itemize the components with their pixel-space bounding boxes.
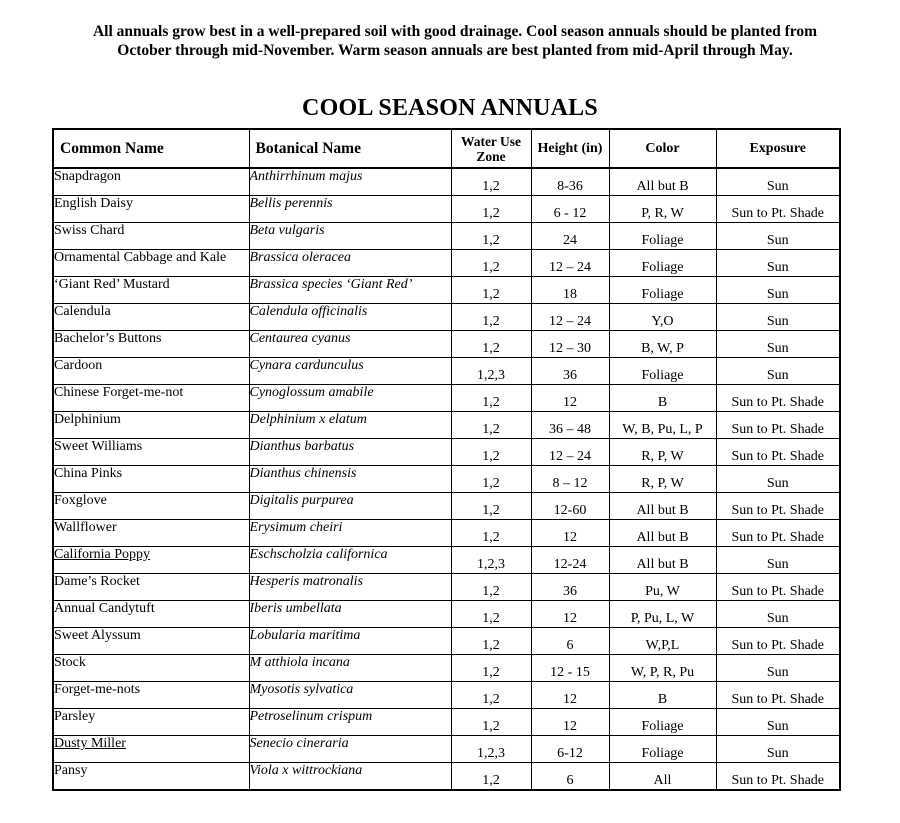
color-cell: Foliage — [609, 277, 716, 304]
header-common-name: Common Name — [53, 129, 249, 168]
height-cell: 8 – 12 — [531, 466, 609, 493]
common-name-cell: Chinese Forget-me-not — [53, 385, 249, 412]
common-name-cell: Stock — [53, 655, 249, 682]
botanical-name-cell: M atthiola incana — [249, 655, 451, 682]
botanical-name-cell: Iberis umbellata — [249, 601, 451, 628]
water-use-zone-cell: 1,2 — [451, 628, 531, 655]
intro-line-1: All annuals grow best in a well-prepared soil with good drainage. Cool season annuals should be planted from — [92, 23, 818, 40]
color-cell: B — [609, 682, 716, 709]
header-exposure: Exposure — [716, 129, 840, 168]
exposure-cell: Sun — [716, 655, 840, 682]
botanical-name-cell: Delphinium x elatum — [249, 412, 451, 439]
height-cell: 6 — [531, 628, 609, 655]
height-cell: 12 – 30 — [531, 331, 609, 358]
exposure-cell: Sun to Pt. Shade — [716, 763, 840, 791]
header-color: Color — [609, 129, 716, 168]
water-use-zone-cell: 1,2 — [451, 709, 531, 736]
common-name-cell: Wallflower — [53, 520, 249, 547]
botanical-name-cell: Cynara cardunculus — [249, 358, 451, 385]
botanical-name-cell: Eschscholzia californica — [249, 547, 451, 574]
water-use-zone-cell: 1,2 — [451, 168, 531, 196]
height-cell: 12 — [531, 520, 609, 547]
exposure-cell: Sun to Pt. Shade — [716, 574, 840, 601]
table-row — [53, 655, 840, 682]
water-use-zone-cell: 1,2 — [451, 331, 531, 358]
exposure-cell: Sun — [716, 358, 840, 385]
water-use-zone-cell: 1,2,3 — [451, 358, 531, 385]
water-use-zone-cell: 1,2 — [451, 574, 531, 601]
common-name-cell: Bachelor’s Buttons — [53, 331, 249, 358]
color-cell: Foliage — [609, 358, 716, 385]
table-row — [53, 709, 840, 736]
header-water-use-line1: Water Use — [460, 133, 522, 149]
common-name-cell: California Poppy — [53, 547, 249, 574]
height-cell: 8-36 — [531, 168, 609, 196]
page-title: COOL SEASON ANNUALS — [302, 95, 598, 121]
color-cell: W, B, Pu, L, P — [609, 412, 716, 439]
botanical-name-cell: Lobularia maritima — [249, 628, 451, 655]
color-cell: Foliage — [609, 709, 716, 736]
color-cell: All but B — [609, 168, 716, 196]
color-cell: All but B — [609, 493, 716, 520]
common-name-cell: Parsley — [53, 709, 249, 736]
table-row — [53, 628, 840, 655]
common-name-cell: ‘Giant Red’ Mustard — [53, 277, 249, 304]
table-row — [53, 331, 840, 358]
exposure-cell: Sun — [716, 223, 840, 250]
height-cell: 12 - 15 — [531, 655, 609, 682]
table-row — [53, 466, 840, 493]
table-row — [53, 168, 840, 196]
water-use-zone-cell: 1,2 — [451, 439, 531, 466]
table-row — [53, 277, 840, 304]
botanical-name-cell: Senecio cineraria — [249, 736, 451, 763]
table-row — [53, 196, 840, 223]
color-cell: All but B — [609, 547, 716, 574]
botanical-name-cell: Calendula officinalis — [249, 304, 451, 331]
exposure-cell: Sun to Pt. Shade — [716, 385, 840, 412]
water-use-zone-cell: 1,2 — [451, 466, 531, 493]
table-row — [53, 412, 840, 439]
color-cell: W,P,L — [609, 628, 716, 655]
height-cell: 18 — [531, 277, 609, 304]
table-row — [53, 250, 840, 277]
common-name-cell: Calendula — [53, 304, 249, 331]
common-name-cell: Foxglove — [53, 493, 249, 520]
botanical-name-cell: Digitalis purpurea — [249, 493, 451, 520]
common-name-cell: Sweet Alyssum — [53, 628, 249, 655]
height-cell: 12 – 24 — [531, 250, 609, 277]
table-row — [53, 736, 840, 763]
water-use-zone-cell: 1,2 — [451, 682, 531, 709]
botanical-name-cell: Erysimum cheiri — [249, 520, 451, 547]
height-cell: 12-60 — [531, 493, 609, 520]
common-name-cell: Dame’s Rocket — [53, 574, 249, 601]
botanical-name-cell: Beta vulgaris — [249, 223, 451, 250]
water-use-zone-cell: 1,2 — [451, 655, 531, 682]
color-cell: All — [609, 763, 716, 791]
height-cell: 12 — [531, 385, 609, 412]
header-water-use-zone — [451, 129, 531, 168]
water-use-zone-cell: 1,2 — [451, 763, 531, 791]
table-row — [53, 520, 840, 547]
height-cell: 36 — [531, 574, 609, 601]
color-cell: Y,O — [609, 304, 716, 331]
water-use-zone-cell: 1,2 — [451, 196, 531, 223]
botanical-name-cell: Brassica species ‘Giant Red’ — [249, 277, 451, 304]
height-cell: 6 - 12 — [531, 196, 609, 223]
common-name-cell: Pansy — [53, 763, 249, 791]
table-row — [53, 358, 840, 385]
exposure-cell: Sun — [716, 331, 840, 358]
color-cell: Foliage — [609, 250, 716, 277]
botanical-name-cell: Brassica oleracea — [249, 250, 451, 277]
exposure-cell: Sun to Pt. Shade — [716, 520, 840, 547]
botanical-name-cell: Centaurea cyanus — [249, 331, 451, 358]
table-row — [53, 601, 840, 628]
exposure-cell: Sun — [716, 168, 840, 196]
water-use-zone-cell: 1,2 — [451, 412, 531, 439]
exposure-cell: Sun — [716, 277, 840, 304]
exposure-cell: Sun — [716, 304, 840, 331]
height-cell: 12 — [531, 682, 609, 709]
exposure-cell: Sun to Pt. Shade — [716, 493, 840, 520]
exposure-cell: Sun — [716, 547, 840, 574]
exposure-cell: Sun to Pt. Shade — [716, 412, 840, 439]
botanical-name-cell: Dianthus barbatus — [249, 439, 451, 466]
water-use-zone-cell: 1,2 — [451, 601, 531, 628]
height-cell: 12-24 — [531, 547, 609, 574]
common-name-cell: Snapdragon — [53, 168, 249, 196]
botanical-name-cell: Anthirrhinum majus — [249, 168, 451, 196]
botanical-name-cell: Cynoglossum amabile — [249, 385, 451, 412]
botanical-name-cell: Myosotis sylvatica — [249, 682, 451, 709]
table-row — [53, 682, 840, 709]
cool-season-annuals-table — [52, 128, 841, 791]
exposure-cell: Sun to Pt. Shade — [716, 628, 840, 655]
common-name-cell: China Pinks — [53, 466, 249, 493]
water-use-zone-cell: 1,2 — [451, 277, 531, 304]
exposure-cell: Sun — [716, 250, 840, 277]
color-cell: Pu, W — [609, 574, 716, 601]
height-cell: 12 — [531, 709, 609, 736]
common-name-cell: Annual Candytuft — [53, 601, 249, 628]
table-header-row — [53, 129, 840, 168]
header-botanical-name: Botanical Name — [249, 129, 451, 168]
exposure-cell: Sun — [716, 709, 840, 736]
color-cell: Foliage — [609, 223, 716, 250]
common-name-cell: Delphinium — [53, 412, 249, 439]
table-row — [53, 547, 840, 574]
table-row — [53, 385, 840, 412]
table-row — [53, 493, 840, 520]
common-name-cell: Swiss Chard — [53, 223, 249, 250]
color-cell: B, W, P — [609, 331, 716, 358]
common-name-cell: English Daisy — [53, 196, 249, 223]
color-cell: Foliage — [609, 736, 716, 763]
botanical-name-cell: Bellis perennis — [249, 196, 451, 223]
water-use-zone-cell: 1,2 — [451, 385, 531, 412]
water-use-zone-cell: 1,2 — [451, 520, 531, 547]
color-cell: B — [609, 385, 716, 412]
common-name-cell: Forget-me-nots — [53, 682, 249, 709]
intro-paragraph — [40, 22, 870, 60]
common-name-cell: Sweet Williams — [53, 439, 249, 466]
water-use-zone-cell: 1,2 — [451, 223, 531, 250]
height-cell: 24 — [531, 223, 609, 250]
table-row — [53, 223, 840, 250]
height-cell: 36 — [531, 358, 609, 385]
height-cell: 6-12 — [531, 736, 609, 763]
water-use-zone-cell: 1,2 — [451, 304, 531, 331]
water-use-zone-cell: 1,2,3 — [451, 736, 531, 763]
height-cell: 12 – 24 — [531, 439, 609, 466]
color-cell: R, P, W — [609, 466, 716, 493]
water-use-zone-cell: 1,2 — [451, 250, 531, 277]
water-use-zone-cell: 1,2,3 — [451, 547, 531, 574]
botanical-name-cell: Dianthus chinensis — [249, 466, 451, 493]
botanical-name-cell: Petroselinum crispum — [249, 709, 451, 736]
header-height: Height (in) — [531, 129, 609, 168]
header-water-use-line2: Zone — [476, 148, 506, 164]
color-cell: R, P, W — [609, 439, 716, 466]
table-row — [53, 439, 840, 466]
exposure-cell: Sun — [716, 466, 840, 493]
color-cell: W, P, R, Pu — [609, 655, 716, 682]
botanical-name-cell: Viola x wittrockiana — [249, 763, 451, 791]
common-name-cell: Dusty Miller — [53, 736, 249, 763]
water-use-zone-cell: 1,2 — [451, 493, 531, 520]
common-name-cell: Cardoon — [53, 358, 249, 385]
exposure-cell: Sun to Pt. Shade — [716, 196, 840, 223]
exposure-cell: Sun — [716, 736, 840, 763]
table-row — [53, 763, 840, 791]
common-name-cell: Ornamental Cabbage and Kale — [53, 250, 249, 277]
exposure-cell: Sun to Pt. Shade — [716, 682, 840, 709]
height-cell: 36 – 48 — [531, 412, 609, 439]
exposure-cell: Sun to Pt. Shade — [716, 439, 840, 466]
table-row — [53, 304, 840, 331]
intro-line-2: October through mid-November. Warm season annuals are best planted from mid-April through May. — [117, 42, 793, 59]
color-cell: P, Pu, L, W — [609, 601, 716, 628]
height-cell: 6 — [531, 763, 609, 791]
color-cell: P, R, W — [609, 196, 716, 223]
table-row — [53, 574, 840, 601]
height-cell: 12 — [531, 601, 609, 628]
exposure-cell: Sun — [716, 601, 840, 628]
height-cell: 12 – 24 — [531, 304, 609, 331]
botanical-name-cell: Hesperis matronalis — [249, 574, 451, 601]
color-cell: All but B — [609, 520, 716, 547]
